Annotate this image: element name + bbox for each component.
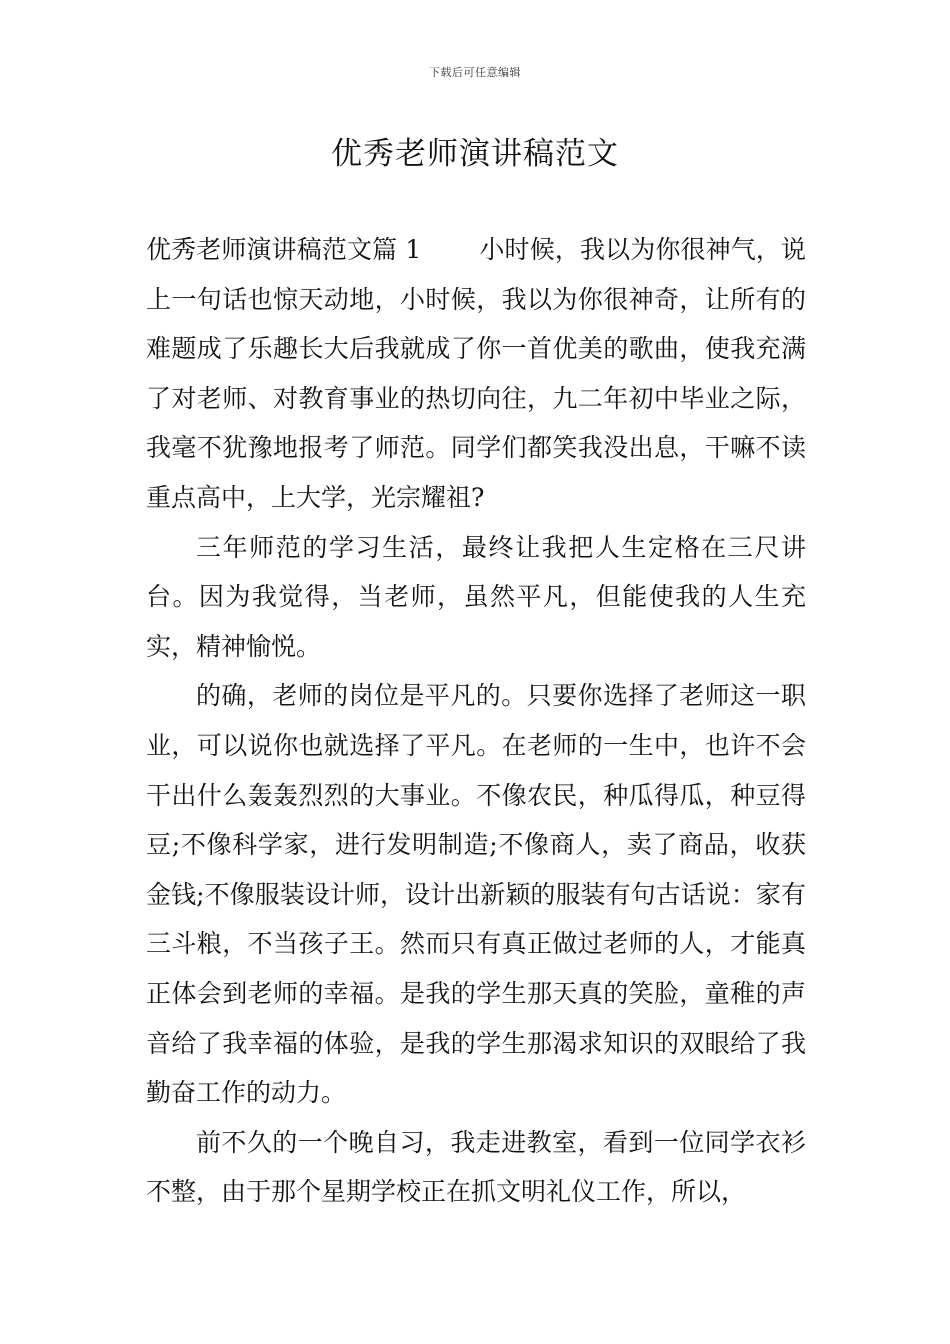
paragraph-3: 的确，老师的岗位是平凡的。只要你选择了老师这一职业，可以说你也就选择了平凡。在老师的一生中，也许不会干出什么轰轰烈烈的大事业。不像农民，种瓜得瓜，种豆得豆;不像科学家，进行发明制造;不像商人，卖了商品，收获金钱;不像服装设计师，设计出新颖的服装有句古话说：家有三斗粮，不当孩子王。然而只有真正做过老师的人，才能真正体会到老师的幸福。是我的学生那天真的笑脸，童稚的声音给了我幸福的体验，是我的学生那渴求知识的双眼给了我勤奋工作的动力。: [146, 681, 806, 1108]
paragraph-4: 前不久的一个晚自习，我走进教室，看到一位同学衣衫不整，由于那个星期学校正在抓文明礼仪工作，所以，: [146, 1127, 806, 1207]
document-title: 优秀老师演讲稿范文: [331, 136, 619, 172]
section-label: 优秀老师演讲稿范文篇 1: [146, 235, 422, 264]
paragraph-1-text: 小时候，我以为你很神气，说上一句话也惊天动地，小时候，我以为你很神奇，让所有的难题成了乐趣长大后我就成了你一首优美的歌曲，使我充满了对老师、对教育事业的热切向往，九二年初中毕业之际，我毫不犹豫地报考了师范。同学们都笑我没出息，干嘛不读重点高中，上大学，光宗耀祖?: [146, 235, 806, 512]
document-body: [146, 225, 806, 1217]
header-note: 下载后可任意编辑: [429, 66, 521, 79]
paragraph-1: [146, 225, 806, 523]
paragraph-2: 三年师范的学习生活，最终让我把人生定格在三尺讲台。因为我觉得，当老师，虽然平凡，但能使我的人生充实，精神愉悦。: [146, 532, 806, 661]
